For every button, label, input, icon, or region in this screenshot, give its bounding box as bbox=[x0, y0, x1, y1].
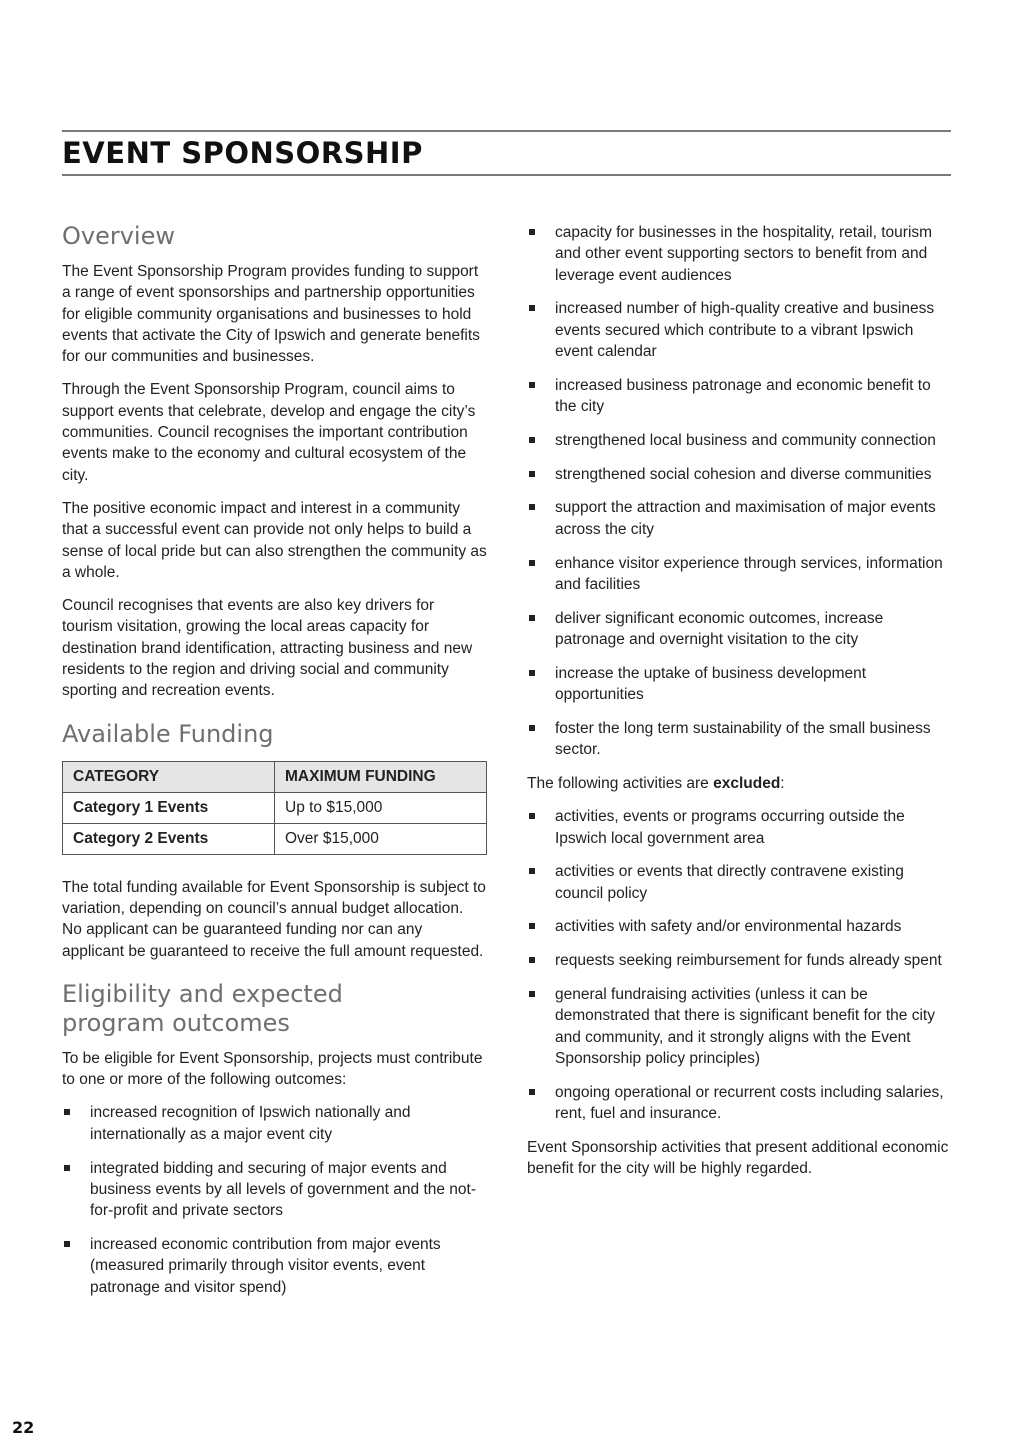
bullet-icon bbox=[64, 1165, 70, 1171]
overview-section bbox=[62, 222, 487, 702]
list-item-text: strengthened local business and community connection bbox=[555, 431, 936, 449]
list-item bbox=[527, 718, 955, 761]
list-item-text: requests seeking reimbursement for funds already spent bbox=[555, 952, 942, 970]
bullet-icon bbox=[64, 1241, 70, 1247]
title-bottom-rule bbox=[62, 174, 951, 176]
column-header-maximum-funding: MAXIMUM FUNDING bbox=[275, 761, 487, 792]
list-item-text: activities with safety and/or environmental hazards bbox=[555, 918, 902, 936]
bullet-icon bbox=[529, 437, 535, 443]
list-item-text: increase the uptake of business development opportunities bbox=[555, 664, 867, 704]
table-row bbox=[63, 792, 487, 823]
list-item-text: activities or events that directly contravene existing council policy bbox=[555, 863, 904, 902]
page-title: EVENT SPONSORSHIP bbox=[62, 136, 423, 170]
eligibility-intro: To be eligible for Event Sponsorship, projects must contribute to one or more of the following outcomes: bbox=[62, 1049, 483, 1089]
category-cell: Category 2 Events bbox=[63, 823, 275, 854]
bullet-icon bbox=[529, 504, 535, 510]
exclusions-intro-emphasis: excluded bbox=[713, 774, 781, 792]
list-item-text: increased economic contribution from major events (measured primarily through visitor events, event patronage and visitor spend) bbox=[90, 1235, 441, 1296]
exclusions-intro-suffix: : bbox=[780, 774, 785, 792]
list-item-text: enhance visitor experience through services, information and facilities bbox=[555, 554, 943, 593]
table-row bbox=[63, 823, 487, 854]
page-number: 22 bbox=[12, 1418, 35, 1437]
list-item-text: ongoing operational or recurrent costs including salaries, rent, fuel and insurance. bbox=[555, 1083, 944, 1122]
category-cell: Category 1 Events bbox=[63, 792, 275, 823]
outcomes-list-left bbox=[62, 1102, 487, 1297]
bullet-icon bbox=[529, 382, 535, 388]
bullet-icon bbox=[529, 991, 535, 997]
list-item bbox=[527, 430, 955, 451]
list-item bbox=[527, 984, 955, 1069]
right-column bbox=[527, 222, 955, 1191]
exclusions-closing: Event Sponsorship activities that present additional economic benefit for the city will be highly regarded. bbox=[527, 1138, 949, 1178]
exclusions-intro bbox=[527, 773, 955, 794]
list-item bbox=[62, 1234, 487, 1298]
overview-paragraph: The Event Sponsorship Program provides funding to support a range of event sponsorships and partnership opportunities for eligible community organisations and businesses to hold events that activate the City of Ipswich and generate benefits for our communities and businesses. bbox=[62, 263, 480, 366]
bullet-icon bbox=[529, 305, 535, 311]
max-funding-cell: Over $15,000 bbox=[275, 823, 487, 854]
list-item bbox=[62, 1158, 487, 1222]
overview-paragraph: Through the Event Sponsorship Program, council aims to support events that celebrate, develop and engage the city’s communities. Council recognises the important contribution events make to the economy and cultural ecosystem of the city. bbox=[62, 381, 476, 484]
bullet-icon bbox=[529, 229, 535, 235]
list-item-text: capacity for businesses in the hospitality, retail, tourism and other event supporting sectors to benefit from and leverage event audiences bbox=[555, 224, 933, 284]
overview-heading: Overview bbox=[62, 222, 175, 250]
list-item bbox=[527, 861, 955, 904]
list-item bbox=[527, 298, 955, 362]
bullet-icon bbox=[529, 615, 535, 621]
eligibility-heading-line1: Eligibility and expected bbox=[62, 979, 343, 1008]
list-item bbox=[527, 916, 955, 937]
list-item-text: foster the long term sustainability of the small business sector. bbox=[555, 719, 931, 759]
list-item-text: strengthened social cohesion and diverse communities bbox=[555, 465, 932, 483]
title-top-rule bbox=[62, 130, 951, 132]
bullet-icon bbox=[529, 868, 535, 874]
list-item bbox=[527, 375, 955, 418]
list-item bbox=[527, 1082, 955, 1125]
list-item bbox=[527, 608, 955, 651]
bullet-icon bbox=[529, 670, 535, 676]
bullet-icon bbox=[529, 1089, 535, 1095]
list-item bbox=[527, 497, 955, 540]
outcomes-list-right bbox=[527, 222, 955, 760]
bullet-icon bbox=[64, 1109, 70, 1115]
overview-paragraph: Council recognises that events are also key drivers for tourism visitation, growing the local areas capacity for destination brand identification, attracting business and new residents to the region and driving social and community sporting and recreation events. bbox=[62, 597, 473, 700]
bullet-icon bbox=[529, 471, 535, 477]
list-item bbox=[527, 806, 955, 849]
list-item-text: integrated bidding and securing of major events and business events by all levels of government and the not-for-profit and private sectors bbox=[90, 1159, 477, 1220]
bullet-icon bbox=[529, 813, 535, 819]
exclusions-intro-text: The following activities are bbox=[527, 774, 714, 792]
exclusions-list bbox=[527, 806, 955, 1124]
list-item-text: increased recognition of Ipswich nationally and internationally as a major event city bbox=[90, 1104, 411, 1143]
funding-table-header-row bbox=[63, 761, 487, 792]
list-item bbox=[62, 1102, 487, 1145]
list-item-text: activities, events or programs occurring outside the Ipswich local government area bbox=[555, 808, 905, 847]
list-item bbox=[527, 663, 955, 706]
list-item bbox=[527, 222, 955, 286]
list-item-text: deliver significant economic outcomes, increase patronage and overnight visitation to the city bbox=[555, 609, 884, 648]
list-item-text: increased business patronage and economic benefit to the city bbox=[555, 376, 931, 416]
list-item bbox=[527, 464, 955, 485]
funding-heading: Available Funding bbox=[62, 719, 274, 748]
left-column bbox=[62, 222, 487, 1310]
list-item-text: support the attraction and maximisation of major events across the city bbox=[555, 499, 936, 538]
list-item bbox=[527, 553, 955, 596]
max-funding-cell: Up to $15,000 bbox=[275, 792, 487, 823]
eligibility-heading-line2: program outcomes bbox=[62, 1008, 290, 1037]
funding-paragraph: The total funding available for Event Sponsorship is subject to variation, depending on council’s annual budget allocation. No applicant can be guaranteed funding nor can any applicant be guaranteed to receive the full amount requested. bbox=[62, 878, 486, 960]
list-item-text: increased number of high-quality creative and business events secured which contribute to a vibrant Ipswich event calendar bbox=[555, 300, 935, 360]
list-item-text: general fundraising activities (unless it can be demonstrated that there is significant benefit for the city and community, and it strongly aligns with the Event Sponsorship policy principles) bbox=[555, 986, 935, 1067]
bullet-icon bbox=[529, 957, 535, 963]
eligibility-heading bbox=[62, 980, 487, 1038]
funding-table bbox=[62, 761, 487, 855]
eligibility-section bbox=[62, 980, 487, 1298]
bullet-icon bbox=[529, 923, 535, 929]
bullet-icon bbox=[529, 725, 535, 731]
column-header-category: CATEGORY bbox=[63, 761, 275, 792]
list-item bbox=[527, 950, 955, 971]
bullet-icon bbox=[529, 560, 535, 566]
overview-paragraph: The positive economic impact and interest in a community that a successful event can provide not only helps to build a sense of local pride but can also strengthen the community as a whole. bbox=[62, 499, 487, 581]
funding-section bbox=[62, 720, 487, 962]
